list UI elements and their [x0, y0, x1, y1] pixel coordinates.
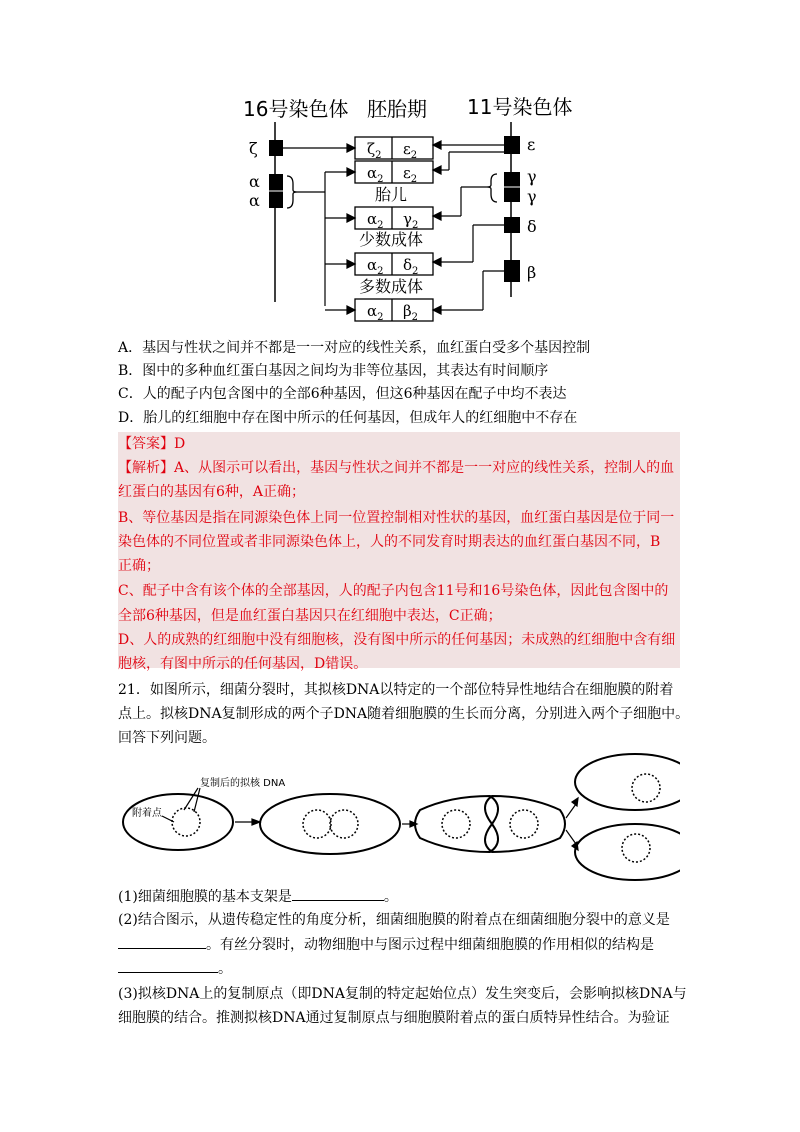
attachment-point-label: 附着点 — [132, 808, 162, 819]
gene-gamma1-label: γ — [527, 167, 537, 186]
replicated-dna-label: 复制后的拟核 DNA — [200, 778, 286, 789]
answer-blank-3[interactable] — [118, 958, 218, 973]
option-c: C．人的配子内包含图中的全部6种基因，但这6种基因在配子中均不表达 — [118, 386, 567, 402]
q21-intro-3: 回答下列问题。 — [118, 730, 216, 746]
answer-blank-1[interactable] — [292, 886, 384, 901]
analysis-line-9: 胞核，有图中所示的任何基因，D错误。 — [118, 656, 368, 672]
globin-chain-left-1: $\zeta_2$ — [367, 140, 382, 161]
q21-part3-a: (3)拟核DNA上的复制原点（即DNA复制的特定起始位点）发生突变后，会影响拟核DNA与 — [118, 986, 687, 1002]
q21-intro-2: 点上。拟核DNA复制形成的两个子DNA随着细胞膜的生长而分离，分别进入两个子细胞中。 — [118, 706, 690, 722]
globin-chain-left-2: $\alpha_2$ — [367, 164, 384, 185]
globin-chain-left-4: $\alpha_2$ — [367, 256, 384, 277]
minority-adult-label: 少数成体 — [359, 230, 424, 249]
q21-part2-a: (2)结合图示，从遗传稳定性的角度分析，细菌细胞膜的附着点在细菌细胞分裂中的意义是 — [118, 912, 670, 928]
q21-part1 — [118, 886, 678, 907]
q21-part2-b — [118, 934, 678, 955]
majority-adult-label: 多数成体 — [359, 277, 424, 296]
analysis-line-4: 染色体的不同位置或者非同源染色体上，人的不同发育时期表达的血红蛋白基因不同，B — [118, 534, 661, 550]
globin-chain-right-1: $\varepsilon_2$ — [403, 140, 418, 161]
q21-part2-text: 。有丝分裂时，动物细胞中与图示过程中细菌细胞膜的作用相似的结构是 — [206, 937, 654, 953]
q21-part3-b: 细胞膜的结合。推测拟核DNA通过复制原点与细胞膜附着点的蛋白质特异性结合。为验证 — [118, 1010, 670, 1026]
globin-gene-diagram — [235, 92, 575, 332]
option-d: D．胎儿的红细胞中存在图中所示的任何基因，但成年人的红细胞中不存在 — [118, 410, 578, 426]
globin-chain-left-5: $\alpha_2$ — [367, 302, 384, 323]
embryo-stage-label: 胚胎期 — [367, 97, 427, 121]
answer-value: D — [174, 436, 186, 452]
analysis-text: A、从图示可以看出，基因与性状之间并不都是一一对应的线性关系，控制人的血 — [174, 460, 675, 476]
globin-chain-right-4: $\delta_2$ — [403, 256, 419, 277]
gene-zeta-label: ζ — [249, 139, 258, 158]
analysis-line-3: B、等位基因是指在同源染色体上同一位置控制相对性状的基因，血红蛋白基因是位于同一 — [118, 510, 675, 526]
analysis-line-7: 全部6种基因，但是血红蛋白基因只在红细胞中表达，C正确； — [118, 608, 502, 624]
gene-beta-label: β — [527, 263, 537, 282]
q21-part1-text: (1)细菌细胞膜的基本支架是 — [118, 889, 292, 905]
gene-alpha1-label: α — [249, 172, 260, 191]
fetus-stage-label: 胎儿 — [375, 185, 408, 204]
analysis-line-6: C、配子中含有该个体的全部基因，人的配子内包含11号和16号染色体，因此包含图中的 — [118, 583, 669, 599]
globin-chain-right-3: $\gamma_2$ — [403, 210, 419, 231]
gene-epsilon-label: ε — [527, 135, 536, 154]
option-b: B．图中的多种血红蛋白基因之间均为非等位基因，其表达有时间顺序 — [118, 363, 549, 379]
globin-chain-right-5: $\beta_2$ — [403, 302, 419, 323]
q21-intro-1: 21．如图所示，细菌分裂时，其拟核DNA以特定的一个部位特异性地结合在细胞膜的附着 — [118, 682, 674, 698]
q21-part2-c — [118, 958, 678, 979]
globin-chain-left-3: $\alpha_2$ — [367, 210, 384, 231]
analysis-line-2: 红蛋白的基因有6种，A正确； — [118, 484, 306, 500]
answer-tag: 【答案】 — [118, 436, 174, 452]
gene-alpha2-label: α — [249, 191, 260, 210]
answer-blank-2[interactable] — [118, 934, 206, 949]
analysis-tag: 【解析】 — [118, 460, 174, 476]
chromosome16-label: 16号染色体 — [243, 97, 349, 121]
option-a: A．基因与性状之间并不都是一一对应的线性关系，血红蛋白受多个基因控制 — [118, 340, 591, 356]
analysis-line-1 — [118, 458, 678, 478]
q21-part1-end: 。 — [383, 889, 398, 905]
q21-part2-end: 。 — [218, 961, 232, 977]
bacterial-division-diagram — [120, 752, 680, 882]
globin-chain-right-2: $\varepsilon_2$ — [403, 164, 418, 185]
analysis-line-5: 正确； — [118, 558, 160, 574]
gene-gamma2-label: γ — [527, 187, 537, 206]
analysis-line-8: D、人的成熟的红细胞中没有细胞核，没有图中所示的任何基因；未成熟的红细胞中含有细 — [118, 632, 676, 648]
answer-line — [118, 434, 678, 454]
gene-delta-label: δ — [527, 217, 537, 236]
chromosome11-label: 11号染色体 — [467, 95, 573, 119]
